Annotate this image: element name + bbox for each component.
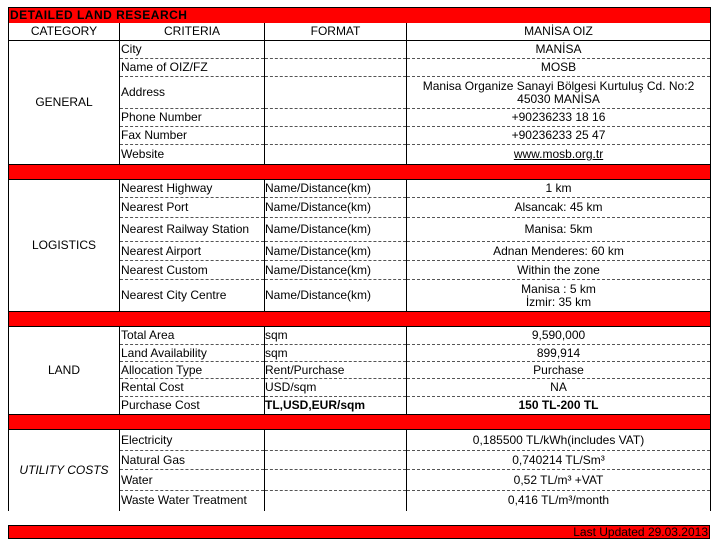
criteria-cell: Allocation Type	[120, 362, 265, 379]
format-cell: Name/Distance(km)	[265, 261, 407, 280]
criteria-cell: Fax Number	[120, 127, 265, 145]
value-cell: MOSB	[407, 59, 711, 77]
criteria-cell: Total Area	[120, 327, 265, 345]
city-distance-line-1: Manisa : 5 km	[521, 281, 596, 296]
research-table	[8, 7, 711, 511]
value-cell: 0,416 TL/m³/month	[407, 491, 711, 511]
value-cell: 9,590,000	[407, 327, 711, 345]
header-format: FORMAT	[265, 23, 407, 41]
header-location: MANİSA OIZ	[407, 23, 711, 41]
value-cell: 1 km	[407, 180, 711, 198]
format-cell: sqm	[265, 345, 407, 362]
format-cell	[265, 109, 407, 127]
header-category: CATEGORY	[9, 23, 120, 41]
table-row	[9, 180, 711, 198]
format-cell	[265, 59, 407, 77]
criteria-cell: Electricity	[120, 430, 265, 451]
criteria-cell: Natural Gas	[120, 451, 265, 470]
value-cell: 150 TL-200 TL	[407, 397, 711, 415]
criteria-cell: City	[120, 41, 265, 59]
criteria-cell: Phone Number	[120, 109, 265, 127]
city-distance-line-2: İzmir: 35 km	[525, 294, 592, 309]
format-cell: Name/Distance(km)	[265, 180, 407, 198]
format-cell	[265, 77, 407, 109]
value-cell: Adnan Menderes: 60 km	[407, 242, 711, 261]
format-cell	[265, 127, 407, 145]
criteria-cell: Nearest City Centre	[120, 280, 265, 312]
value-cell: 0,185500 TL/kWh(includes VAT)	[407, 430, 711, 451]
value-cell: Manisa: 5km	[407, 218, 711, 242]
value-cell: MANİSA	[407, 41, 711, 59]
category-utility-costs: UTILITY COSTS	[9, 430, 120, 511]
format-cell: Name/Distance(km)	[265, 242, 407, 261]
criteria-cell: Rental Cost	[120, 379, 265, 397]
criteria-cell: Name of OIZ/FZ	[120, 59, 265, 77]
address-line-2: 45030 MANİSA	[517, 91, 600, 106]
format-cell	[265, 470, 407, 491]
criteria-cell: Waste Water Treatment	[120, 491, 265, 511]
address-line-1: Manisa Organize Sanayi Bölgesi Kurtuluş Cd. No:2	[422, 78, 695, 93]
criteria-cell: Address	[120, 77, 265, 109]
table-row	[9, 327, 711, 345]
criteria-cell: Nearest Railway Station	[120, 218, 265, 242]
value-cell	[407, 280, 711, 312]
criteria-cell: Purchase Cost	[120, 397, 265, 415]
format-cell: Name/Distance(km)	[265, 218, 407, 242]
format-cell	[265, 491, 407, 511]
criteria-cell: Nearest Custom	[120, 261, 265, 280]
value-cell: Alsancak: 45 km	[407, 198, 711, 218]
criteria-cell: Nearest Airport	[120, 242, 265, 261]
section-separator	[9, 415, 711, 430]
format-cell: sqm	[265, 327, 407, 345]
format-cell	[265, 41, 407, 59]
category-general: GENERAL	[9, 41, 120, 165]
header-row	[9, 23, 711, 41]
value-cell: 899,914	[407, 345, 711, 362]
table-row	[9, 41, 711, 59]
format-cell: USD/sqm	[265, 379, 407, 397]
format-cell: Name/Distance(km)	[265, 280, 407, 312]
value-cell: NA	[407, 379, 711, 397]
value-cell: 0,740214 TL/Sm³	[407, 451, 711, 470]
table-row	[9, 430, 711, 451]
category-land: LAND	[9, 327, 120, 415]
format-cell: Name/Distance(km)	[265, 198, 407, 218]
land-research-sheet	[8, 7, 710, 539]
format-cell	[265, 430, 407, 451]
format-cell	[265, 145, 407, 165]
section-separator	[9, 165, 711, 180]
criteria-cell: Water	[120, 470, 265, 491]
title-row	[9, 8, 711, 24]
last-updated-footer: Last Updated 29.03.2013	[8, 525, 710, 539]
value-cell: Purchase	[407, 362, 711, 379]
website-link[interactable]: www.mosb.org.tr	[513, 147, 604, 161]
format-cell	[265, 451, 407, 470]
criteria-cell: Nearest Highway	[120, 180, 265, 198]
header-criteria: CRITERIA	[120, 23, 265, 41]
value-cell: +90236233 18 16	[407, 109, 711, 127]
criteria-cell: Nearest Port	[120, 198, 265, 218]
value-cell: +90236233 25 47	[407, 127, 711, 145]
format-cell: TL,USD,EUR/sqm	[265, 397, 407, 415]
value-cell: 0,52 TL/m³ +VAT	[407, 470, 711, 491]
criteria-cell: Website	[120, 145, 265, 165]
section-separator	[9, 312, 711, 327]
sheet-title: DETAILED LAND RESEARCH	[9, 8, 711, 24]
value-cell	[407, 77, 711, 109]
value-cell: Within the zone	[407, 261, 711, 280]
criteria-cell: Land Availability	[120, 345, 265, 362]
format-cell: Rent/Purchase	[265, 362, 407, 379]
category-logistics: LOGISTICS	[9, 180, 120, 312]
